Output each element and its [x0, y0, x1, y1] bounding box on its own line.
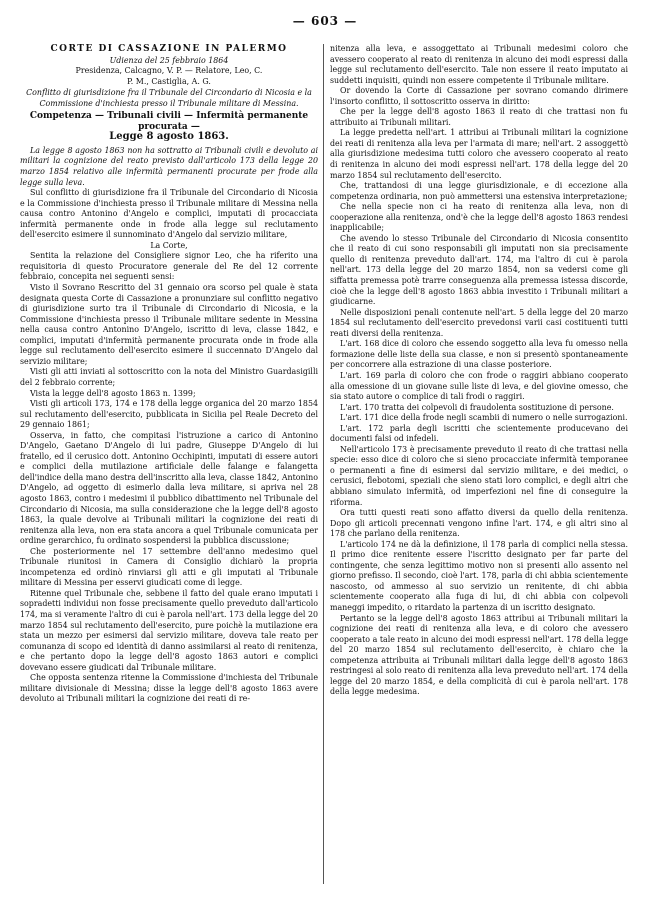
paragraph: Visto il Sovrano Rescritto del 31 gennaio ora scorso pel quale è stata designata questa Corte di Cassazione a pronunziare sul conflitto negativo di giurisdizione surto tra il Tribunale di Circondario di Nicosia, e la Commissione d'inchiesta presso il Tribunale militare sedente in Messina nella causa contro Antonino D'Angelo, iscritto di leva, classe 1842, e complici, imputati d'infermità permanente procurata onde in frode alla legge sul reclutamento dell'esercito esimere il succennato D'Angelo dal servizio militare; [20, 283, 318, 366]
paragraph: L'art. 168 dice di coloro che essendo soggetto alla leva fu omesso nella formazione delle liste della sua classe, e non si presentò spontaneamente per concorrere alla estrazione di una classe posteriore. [330, 339, 628, 370]
right-column [330, 44, 628, 698]
paragraph: L'art. 169 parla di coloro che con frode o raggiri abbiano cooperato alla omessione di un giovane sulle liste di leva, e del giovine omesso, che sia stato autore o complice di tali frodi o raggiri. [330, 370, 628, 402]
left-column [20, 44, 318, 705]
paragraph: L'art. 171 dice della frode negli scambii di numero o nelle surrogazioni. [340, 413, 628, 423]
paragraph: Che, trattandosi di una legge giurisdizionale, e di eccezione alla competenza ordinaria, non può ammettersi una estensiva interpretazione; [330, 181, 628, 201]
prosecutor-line: P. M., Castiglia, A. G. [127, 76, 211, 86]
law-reference: Legge 8 agosto 1863. [109, 131, 229, 143]
paragraph: Che posteriormente nel 17 settembre dell'anno medesimo quel Tribunale riunitosi in Camera di Consiglio dichiarò la propria incompetenza ed ordinò rinviarsi gli atti e gli imputati al Tribunale militare di Messina per esservi giudicati come di legge. [20, 546, 318, 588]
headnote: La legge 8 agosto 1863 non ha sottratto ai Tribunali civili e devoluto ai militari la cognizione del reato previsto dall'articolo 173 della legge 20 marzo 1854 relativo alle infermità permanenti procurate per frode alla legge sulla leva. [20, 145, 318, 187]
hearing-date: Udienza del 25 febbraio 1864 [109, 55, 229, 65]
paragraph: Sul conflitto di giurisdizione fra il Tribunale del Circondario di Nicosia e la Commissione d'inchiesta presso il Tribunale militare di Messina nella causa contro Antonino d'Angelo e complici, imputati di procacciata infermità permanente onde in frode alla legge sul reclutamento dell'esercito esimere il sunnominato d'Angelo dal servizio militare, [20, 188, 318, 240]
court-heading: CORTE DI CASSAZIONE IN PALERMO [50, 44, 288, 54]
paragraph: Or dovendo la Corte di Cassazione per sovrano comando dirimere l'insorto conflitto, il sottoscritto osserva in diritto: [330, 86, 628, 106]
column-divider [323, 44, 324, 884]
paragraph: Osserva, in fatto, che compitasi l'istruzione a carico di Antonino D'Angelo, Gaetano D'Angelo di lui padre, Giuseppe D'Angelo di lui fratello, ed il cerusico dott. Antonino Occhipinti, imputati di essere autori e complici della mutilazione artificiale delle falange e falangetta dell'indice della mano destra dell'inscritto alla leva, classe 1842, Antonino D'Angelo, ad oggetto di esimerlo dalla leva militare, si apriva nel 28 agosto 1863, contro i medesimi il pubblico dibattimento nel Tribunale del Circondario di Nicosia, ma sulla considerazione che la legge dell'8 agosto 1863, la quale devolve ai Tribunali militari la cognizione dei reati di renitenza alla leva, non era stata ancora a quel Tribunale comunicata per ordine gerarchico, fu ordinato sospendersi la pubblica discussione; [20, 430, 318, 546]
paragraph: Ritenne quel Tribunale che, sebbene il fatto del quale erano imputati i sopradetti individui non fosse precisamente quello preveduto dall'articolo 174, ma si veramente l'altro di cui è parola nell'art. 173 della legge del 20 marzo 1854 sul reclutamento dell'esercito, pure poichè la mutilazione era stata un mezzo per esimersi dal servizio militare, doveva tale reato per comunanza di scopo ed identità di danno assimilarsi al reato di renitenza, e che pertanto dopo la legge dell'8 agosto 1863 autori e complici dovevano essere giudicati dal Tribunale militare. [20, 588, 318, 672]
paragraph: Visti gli articoli 173, 174 e 178 della legge organica del 20 marzo 1854 sul reclutamento dell'esercito, pubblicata in Sicilia pel Reale Decreto del 29 gennaio 1861; [20, 399, 318, 430]
paragraph: Sentita la relazione del Consigliere signor Leo, che ha riferito una requisitoria di questo Procuratore generale del Re del 12 corrente febbraio, concepita nei seguenti sensi: [20, 251, 318, 282]
paragraph: L'articolo 174 ne dà la definizione, il 178 parla di complici nella stessa. Il primo dice renitente essere l'iscritto designato per far parte del contingente, che senza legittimo motivo non si presenti allo assento nel giorno prefisso. Il secondo, cioè l'art. 178, parla di chi abbia scientemente nascosto, od ammesso al suo servizio un renitente, di chi abbia scientemente cooperato alla fuga di lui, di chi abbia con colpevoli maneggi impedito, o ritardato la partenza di un iscritto designato. [330, 539, 628, 612]
paragraph: L'art. 172 parla degli iscritti che scientemente producevano dei documenti falsi od infedeli. [330, 423, 628, 444]
court-title: La Corte, [150, 240, 188, 250]
paragraph: Che per la legge dell'8 agosto 1863 il reato di che trattasi non fu attribuito ai Tribunali militari. [330, 107, 628, 127]
paragraph: nitenza alla leva, e assoggettato ai Tribunali medesimi coloro che avessero cooperato al reato di renitenza in alcuno dei modi espressi dalla legge sul reclutamento dell'esercito. Tale non essere il reato imputato ai suddetti inquisiti, quindi non essere competente il Tribunale militare. [330, 44, 628, 85]
paragraph: Che avendo lo stesso Tribunale del Circondario di Nicosia consentito che il reato di cui sono responsabili gli imputati non sia precisamente quello di renitenza preveduto dall'art. 174, ma l'altro di cui è parola nell'art. 173 della legge del 20 marzo 1854, non sa vedersi come gli siffatta premessa potè trarre conseguenza alla premessa istessa discorde, cioè che la legge dell'8 agosto 1863 abbia investito i Tribunali militari a giudicarne. [330, 233, 628, 307]
paragraph: La legge predetta nell'art. 1 attribui ai Tribunali militari la cognizione dei reati di renitenza alla leva per l'armata di mare; nell'art. 2 assoggettò alla giurisdizione medesima tutti coloro che avessero cooperato al reato di renitenza in alcuno dei modi espressi nell'art. 178 della legge del 20 marzo 1854 sul reclutamento dell'esercito. [330, 128, 628, 180]
subject-keywords: Competenza — Tribunali civili — Infermità permanente procurata — [29, 111, 309, 132]
paragraph: Vista la legge dell'8 agosto 1863 n. 1399; [30, 388, 196, 398]
paragraph: Che nella specie non ci ha reato di renitenza alla leva, non di cooperazione alla renitenza, ond'è che la legge dell'8 agosto 1863 rendesi inapplicabile; [330, 202, 628, 233]
paragraph: Nelle disposizioni penali contenute nell'art. 5 della legge del 20 marzo 1854 sul reclutamento dell'esercito prevedonsi varii casi costituenti tutti reati diversi della renitenza. [330, 307, 628, 338]
conflict-title: Conflitto di giurisdizione fra il Tribunale del Circondario di Nicosia e la Commissione d'inchiesta presso il Tribunale militare di Messina. [26, 88, 312, 108]
judges-line: Presidenza, Calcagno, V. P. — Relatore, Leo, C. [75, 66, 263, 76]
page-number: — 603 — [292, 14, 358, 28]
paragraph: Che opposta sentenza ritenne la Commissione d'inchiesta del Tribunale militare divisionale di Messina; disse la legge dell'8 agosto 1863 avere devoluto ai Tribunali militari la cognizione dei reati di re- [20, 673, 318, 704]
paragraph: Nell'articolo 173 è precisamente preveduto il reato di che trattasi nella specie: esso dice di coloro che si sieno procacciate infermità temporanee o permanenti a fine di esimersi dal servizio militare, e dei medici, o cerusici, flebotomi, speziali che sieno stati loro complici, e degli altri che abbiano simulato infermità, od imperfezioni nel fine di conseguire la riforma. [330, 444, 628, 507]
paragraph: Pertanto se la legge dell'8 agosto 1863 attribui ai Tribunali militari la cognizione dei reati di renitenza alla leva, e di coloro che avessero cooperato a tale reato in alcuno dei modi espressi nell'art. 178 della legge del 20 marzo 1854 sul reclutamento dell'esercito, è chiaro che la competenza attribuita ai Tribunali militari dalla legge dell'8 agosto 1863 restringesi al solo reato di renitenza alla leva preveduto nell'art. 174 della legge del 20 marzo 1854, e della complicità di cui è parola nell'art. 178 della legge medesima. [330, 613, 628, 697]
paragraph: Ora tutti questi reati sono affatto diversi da quello della renitenza. Dopo gli articoli precennati vengono infine l'art. 174, e gli altri sino al 178 che parlano della renitenza. [330, 508, 628, 539]
paragraph: Visti gli atti inviati al sottoscritto con la nota del Ministro Guardasigilli del 2 febbraio corrente; [20, 367, 318, 387]
paragraph: L'art. 170 tratta dei colpevoli di fraudolenta sostituzione di persone. [340, 402, 614, 412]
